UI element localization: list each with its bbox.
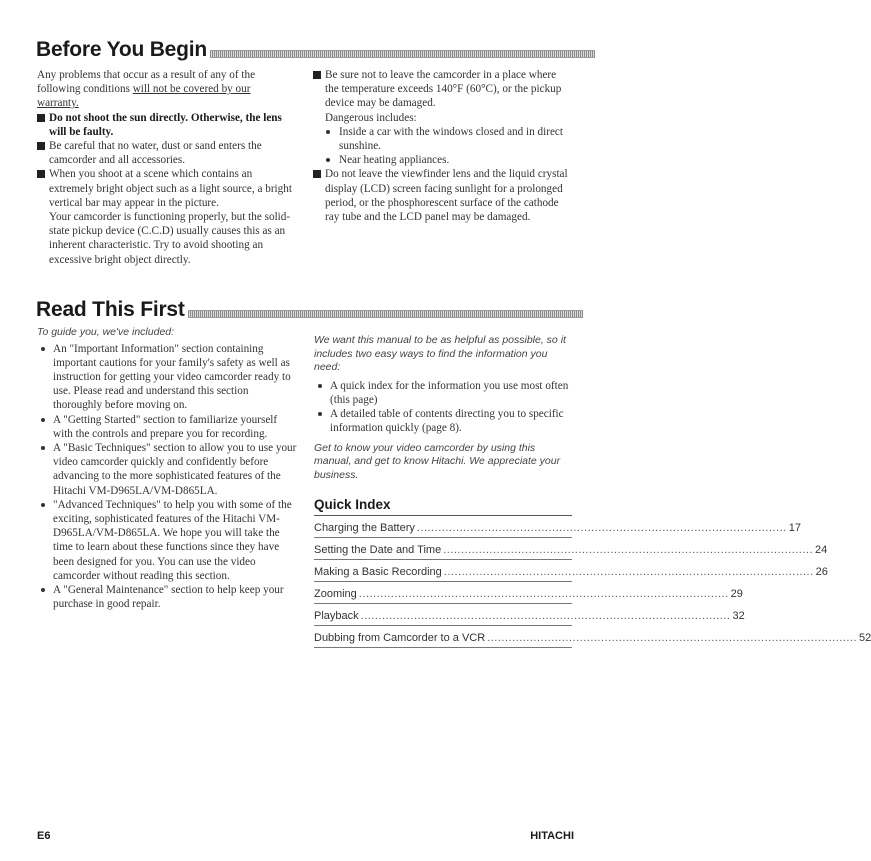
dot-leader: ........................................................................................................ — [416, 521, 787, 534]
square-bullet-icon — [313, 71, 321, 79]
quick-index-label: Playback — [314, 609, 359, 622]
read-left-column — [37, 326, 297, 611]
list-item: A "General Maintenance" section to help keep your purchase in good repair. — [39, 583, 297, 611]
before-left-column — [37, 68, 295, 267]
list-item: Be sure not to leave the camcorder in a place where the temperature exceeds 140°F (60°C), or the pickup device may be damaged. — [313, 68, 569, 111]
list-item: Do not shoot the sun directly. Otherwise, the lens will be faulty. — [37, 111, 295, 139]
title-rule — [210, 50, 595, 58]
list-item: Be careful that no water, dust or sand enters the camcorder and all accessories. — [37, 139, 295, 167]
quick-index-page: 17 — [788, 521, 801, 534]
list-item: Inside a car with the windows closed and in direct sunshine. — [313, 125, 569, 153]
section-title: Before You Begin — [36, 38, 208, 61]
list-item-continuation: Your camcorder is functioning properly, but the solid-state pickup device (C.C.D) usually causes this as an inherent characteristic. Try to avoid shooting an excessive bright object directly. — [49, 211, 291, 266]
quick-index-row — [314, 538, 828, 560]
bullet-icon — [41, 588, 45, 592]
bullet-icon — [318, 412, 322, 416]
bullet-icon — [41, 347, 45, 351]
bullet-icon — [41, 503, 45, 507]
bullet-icon — [326, 130, 330, 134]
quick-index-page: 26 — [815, 565, 828, 578]
bullet-icon — [318, 384, 322, 388]
intro-text: To guide you, we've included: — [37, 326, 175, 338]
bullet-icon — [326, 158, 330, 162]
quick-index-label: Zooming — [314, 587, 357, 600]
quick-index-label: Setting the Date and Time — [314, 543, 442, 556]
quick-index-page: 24 — [815, 543, 828, 556]
square-bullet-icon — [37, 170, 45, 178]
list-item: A quick index for the information you use most often (this page) — [316, 379, 572, 407]
read-right-column — [314, 334, 871, 648]
square-bullet-icon — [313, 170, 321, 178]
dot-leader: ........................................................................................................ — [487, 631, 858, 644]
quick-index-row — [314, 560, 828, 582]
quick-index-label: Making a Basic Recording — [314, 565, 442, 578]
quick-index-page: 32 — [732, 609, 745, 622]
square-bullet-icon — [37, 142, 45, 150]
list-item: When you shoot at a scene which contains an extremely bright object such as a light source, a bright vertical bar may appear in the picture. — [37, 167, 295, 210]
list-item: An "Important Information" section containing important cautions for your family's safety as well as instruction for getting your video camcorder ready to use. Please read and understand this section thoroughly before moving on. — [39, 342, 297, 413]
square-bullet-icon — [37, 114, 45, 122]
title-rule — [188, 310, 583, 318]
list-item: Do not leave the viewfinder lens and the liquid crystal display (LCD) screen facing sunlight for a prolonged period, or the phosphorescent surface of the cathode ray tube and the LCD panel may be damaged. — [313, 167, 569, 224]
warranty-paragraph: Any problems that occur as a result of any of the following conditions will not be covered by our warranty. — [37, 69, 256, 110]
quick-index-row — [314, 604, 745, 626]
bullet-icon — [41, 446, 45, 450]
read-this-first-header — [36, 298, 583, 322]
quick-index-title: Quick Index — [314, 498, 572, 515]
manual-outro: Get to know your video camcorder by using this manual, and get to know Hitachi. We appreciate your business. — [314, 441, 561, 481]
before-right-column — [313, 68, 569, 224]
dot-leader: ........................................................................................................ — [358, 587, 729, 600]
page-number: E6 — [37, 830, 51, 842]
list-item: Near heating appliances. — [313, 153, 569, 167]
quick-index-page: 29 — [730, 587, 743, 600]
list-item: A "Basic Techniques" section to allow you to use your video camcorder quickly and confidently before advancing to the more sophisticated features of the Hitachi VM-D965LA/VM-D865LA. — [39, 441, 297, 498]
quick-index-label: Charging the Battery — [314, 521, 415, 534]
quick-index-page: 52 — [859, 631, 871, 644]
dot-leader: ........................................................................................................ — [443, 543, 814, 556]
list-item: "Advanced Techniques" to help you with some of the exciting, sophisticated features of the Hitachi VM-D965LA/VM-D865LA. We hope you will take the time to learn about these functions since they have been designed for you. You can use the video camcorder without reading this section. — [39, 498, 297, 583]
section-title: Read This First — [36, 298, 185, 321]
quick-index-row — [314, 582, 743, 604]
list-item: A detailed table of contents directing you to specific information quickly (page 8). — [316, 407, 572, 435]
quick-index-label: Dubbing from Camcorder to a VCR — [314, 631, 486, 644]
dot-leader: ........................................................................................................ — [443, 565, 814, 578]
list-item: A "Getting Started" section to familiarize yourself with the controls and prepare you for recording. — [39, 413, 297, 441]
bullet-icon — [41, 418, 45, 422]
quick-index-row — [314, 516, 801, 538]
brand-name: HITACHI — [530, 830, 574, 842]
before-you-begin-header — [36, 38, 595, 62]
warranty-notice: will not be covered by our warranty. — [37, 83, 251, 110]
quick-index-row — [314, 626, 871, 648]
dot-leader: ........................................................................................................ — [360, 609, 731, 622]
dangerous-includes: Dangerous includes: — [325, 111, 417, 124]
manual-intro: We want this manual to be as helpful as possible, so it includes two easy ways to find the information you need: — [314, 334, 566, 374]
